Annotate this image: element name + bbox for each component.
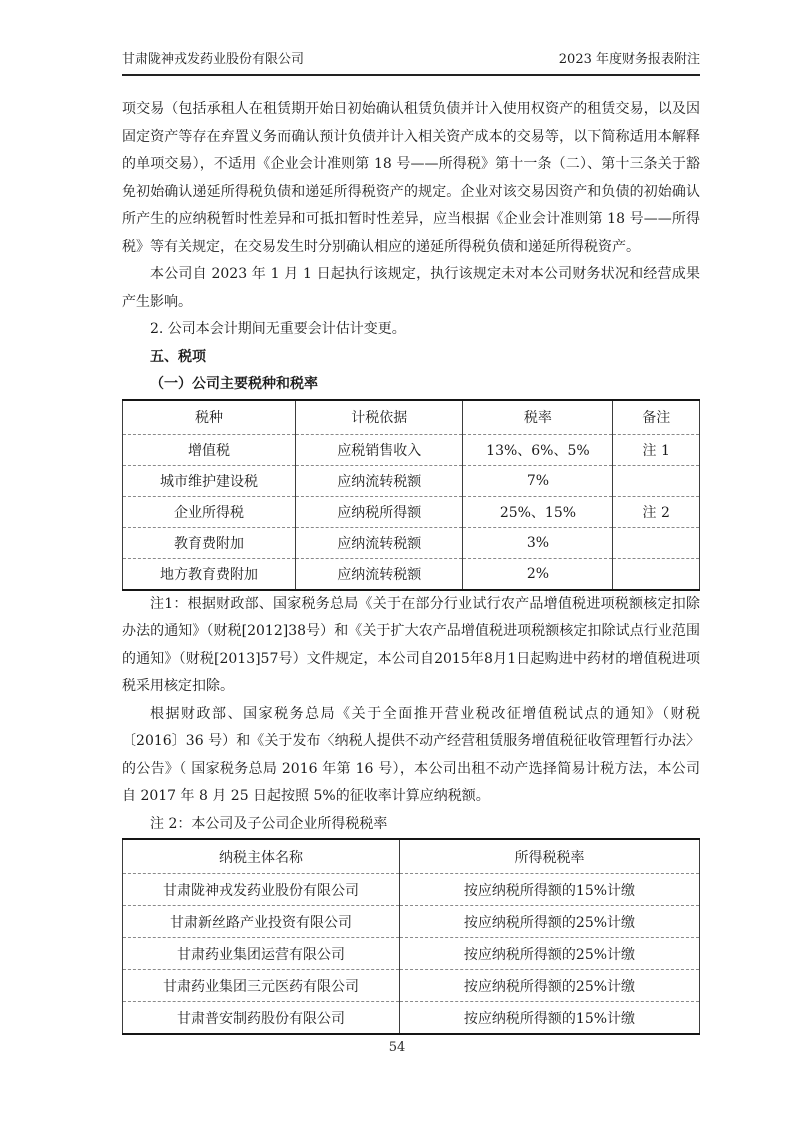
income-tax-table — [122, 838, 700, 1035]
table-row — [123, 1002, 700, 1035]
document-title: 2023 年度财务报表附注 — [558, 52, 700, 67]
paragraph-effective-date: 本公司自 2023 年 1 月 1 日起执行该规定，执行该规定未对本公司财务状况和经营成果产生影响。 — [122, 266, 700, 310]
page-number: 54 — [388, 1040, 406, 1055]
table-row — [123, 938, 700, 970]
table-cell: 2% — [463, 558, 613, 590]
table-cell: 教育费附加 — [123, 527, 296, 558]
table-cell: 企业所得税 — [123, 496, 296, 527]
table-header-row — [123, 400, 700, 435]
table-cell: 应纳流转税额 — [296, 465, 463, 496]
table-cell — [613, 527, 700, 558]
section-heading-taxes: 五、税项 — [150, 348, 206, 365]
table-cell — [613, 465, 700, 496]
table-row — [123, 906, 700, 938]
subsection-heading-main-taxes: （一）公司主要税种和税率 — [150, 376, 318, 392]
table-cell: 地方教育费附加 — [123, 558, 296, 590]
table-row — [123, 465, 700, 496]
table-cell: 按应纳税所得额的25%计缴 — [399, 906, 699, 938]
paragraph-estimate-change: 2. 公司本会计期间无重要会计估计变更。 — [150, 321, 406, 337]
body-text — [122, 96, 700, 1035]
table-cell: 注 1 — [613, 434, 700, 465]
note-2-label: 注 2：本公司及子公司企业所得税税率 — [150, 815, 388, 832]
table-cell: 注 2 — [613, 496, 700, 527]
table-cell: 甘肃新丝路产业投资有限公司 — [123, 906, 400, 938]
note-1: 注1：根据财政部、国家税务总局《关于在部分行业试行农产品增值税进项税额核定扣除办法的通知》（财税[2012]38号）和《关于扩大农产品增值税进项税额核定扣除试点行业范围的通知》（财税[2013]57号）文件规定，本公司自2015年8月1日起购进中药材的增值税进项税采用核定扣除。 — [122, 595, 700, 694]
table-cell: 城市维护建设税 — [123, 465, 296, 496]
table-cell: 应纳流转税额 — [296, 558, 463, 590]
company-name: 甘肃陇神戎发药业股份有限公司 — [122, 52, 305, 67]
table-row — [123, 874, 700, 906]
table-cell: 应纳流转税额 — [296, 527, 463, 558]
header-remark: 备注 — [613, 400, 700, 435]
table-row — [123, 970, 700, 1002]
table-cell: 25%、15% — [463, 496, 613, 527]
table-cell: 甘肃药业集团运营有限公司 — [123, 938, 400, 970]
table-cell: 7% — [463, 465, 613, 496]
table-header-row — [123, 839, 700, 874]
page-content — [122, 48, 700, 1035]
table-row — [123, 496, 700, 527]
paragraph-continuation: 项交易（包括承租人在租赁期开始日初始确认租赁负债并计入使用权资产的租赁交易，以及因固定资产等存在弃置义务而确认预计负债并计入相关资产成本的交易等，以下简称适用本解释的单项交易），不适用《企业会计准则第 18 号——所得税》第十一条（二）、第十三条关于豁免初始确认递延所得税负债和递延所得税资产的规定。企业对该交易因资产和负债的初始确认所产生的应纳税暂时性差异和可抵扣暂时性差异，应当根据《企业会计准则第 18 号——所得税》等有关规定，在交易发生时分别确认相应的递延所得税负债和递延所得税资产。 — [122, 101, 700, 255]
header-income-tax-rate: 所得税税率 — [399, 839, 699, 874]
table-row — [123, 558, 700, 590]
header-tax-basis: 计税依据 — [296, 400, 463, 435]
table-cell: 应税销售收入 — [296, 434, 463, 465]
header-tax-type: 税种 — [123, 400, 296, 435]
table-cell: 按应纳税所得额的25%计缴 — [399, 938, 699, 970]
table-cell: 甘肃药业集团三元医药有限公司 — [123, 970, 400, 1002]
table-cell: 按应纳税所得额的25%计缴 — [399, 970, 699, 1002]
table-cell — [613, 558, 700, 590]
table-cell: 按应纳税所得额的15%计缴 — [399, 1002, 699, 1035]
table-cell: 13%、6%、5% — [463, 434, 613, 465]
header-tax-rate: 税率 — [463, 400, 613, 435]
page-header — [122, 48, 700, 76]
table-cell: 增值税 — [123, 434, 296, 465]
header-taxpayer-name: 纳税主体名称 — [123, 839, 400, 874]
note-1-continued: 根据财政部、国家税务总局《关于全面推开营业税改征增值税试点的通知》（财税〔2016〕36 号）和《关于发布〈纳税人提供不动产经营租赁服务增值税征收管理暂行办法〉的公告》（ 国家税务总局 2016 年第 16 号），本公司出租不动产选择简易计税方法，本公司自 2017 年 8 月 25 日起按照 5%的征收率计算应纳税额。 — [122, 705, 700, 804]
table-row — [123, 434, 700, 465]
table-cell: 甘肃陇神戎发药业股份有限公司 — [123, 874, 400, 906]
tax-rate-table — [122, 399, 700, 591]
table-cell: 按应纳税所得额的15%计缴 — [399, 874, 699, 906]
table-cell: 应纳税所得额 — [296, 496, 463, 527]
table-cell: 甘肃普安制药股份有限公司 — [123, 1002, 400, 1035]
table-row — [123, 527, 700, 558]
table-cell: 3% — [463, 527, 613, 558]
